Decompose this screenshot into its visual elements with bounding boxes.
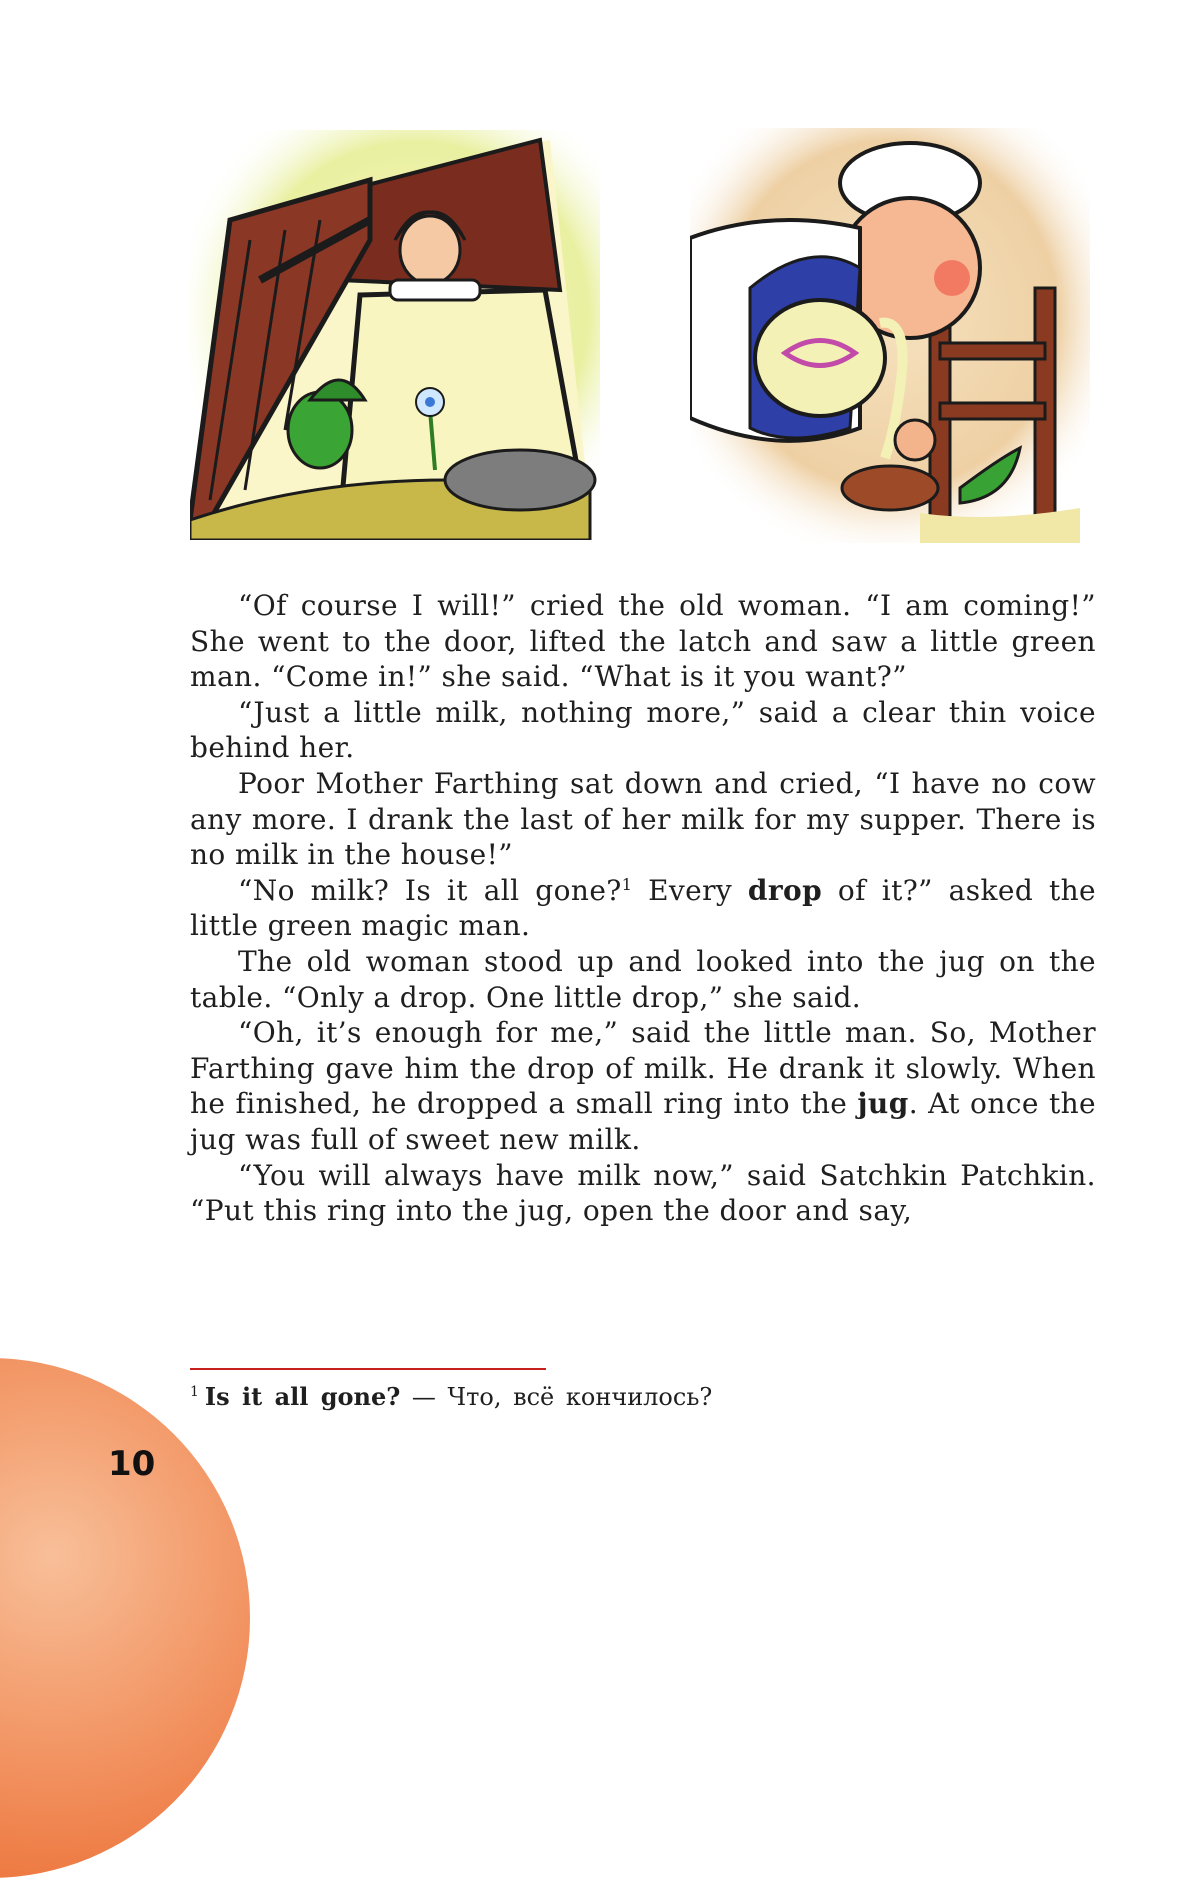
story-text-run: “You will always have milk now,” said Satchkin Patchkin. “Put this ring into the jug, open the door and say, bbox=[190, 1158, 1096, 1228]
story-text-run: “Of course I will!” cried the old woman. “I am coming!” She went to the door, lifted the latch and saw a little green man. “Come in!” she said. “What is it you want?” bbox=[190, 589, 1096, 694]
story-text-run: of it?” asked the little green magic man. bbox=[190, 873, 1097, 943]
story-paragraph bbox=[190, 695, 1096, 766]
story-paragraph bbox=[190, 588, 1096, 695]
footnote-marker: 1 bbox=[621, 874, 633, 894]
footnote-number: 1 bbox=[190, 1384, 199, 1400]
story-paragraph bbox=[190, 944, 1096, 1015]
illustration-doorway bbox=[190, 130, 600, 540]
story-text bbox=[190, 588, 1096, 1229]
vocabulary-word: jug bbox=[857, 1087, 909, 1121]
story-paragraph bbox=[190, 766, 1096, 873]
story-text-run: The old woman stood up and looked into the jug on the table. “Only a drop. One little drop,” she said. bbox=[190, 944, 1096, 1014]
footnote-translation: — Что, всё кончилось? bbox=[400, 1383, 713, 1411]
illustration-pouring-milk bbox=[690, 128, 1090, 543]
story-text-run: “Just a little milk, nothing more,” said a clear thin voice behind her. bbox=[190, 695, 1096, 765]
story-text-run: “Oh, it’s enough for me,” said the little man. So, Mother Farthing gave him the drop of milk. He drank it slowly. When he finished, he dropped a small ring into the bbox=[190, 1016, 1096, 1121]
footnote bbox=[190, 1380, 1070, 1414]
vocabulary-word: drop bbox=[747, 873, 823, 907]
story-paragraph bbox=[190, 1158, 1096, 1229]
story-text-run: Every bbox=[632, 873, 748, 907]
page-number: 10 bbox=[108, 1444, 156, 1484]
page-corner-decoration bbox=[0, 1358, 250, 1878]
story-text-run: Poor Mother Farthing sat down and cried, “I have no cow any more. I drank the last of her milk for my supper. There is no milk in the house!” bbox=[190, 766, 1096, 872]
story-paragraph bbox=[190, 873, 1096, 944]
footnote-divider bbox=[190, 1368, 546, 1370]
footnote-term: Is it all gone? bbox=[204, 1382, 401, 1411]
story-text-run: . At once the jug was full of sweet new milk. bbox=[190, 1087, 1097, 1156]
story-paragraph bbox=[190, 1015, 1096, 1157]
story-text-run: “No milk? Is it all gone? bbox=[238, 873, 622, 907]
